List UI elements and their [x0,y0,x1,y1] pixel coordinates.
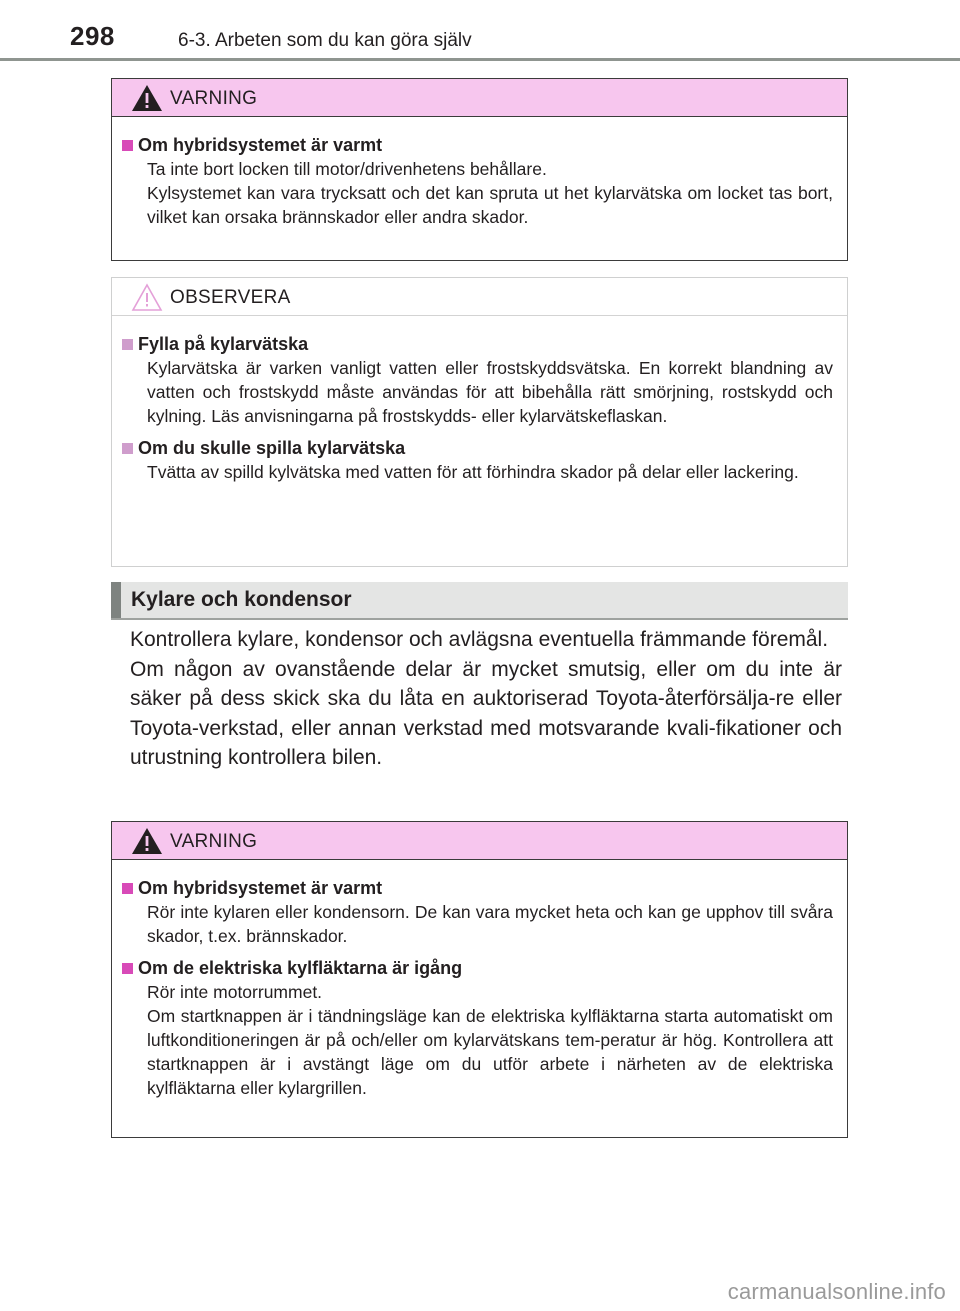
warning-label: VARNING [170,88,258,109]
notice-item-text: Tvätta av spilld kylvätska med vatten för att förhindra skador på delar eller lackering. [147,462,799,482]
warning-item-heading [122,876,833,900]
section-heading-bar [111,582,848,618]
notice-item [122,436,833,484]
square-bullet-icon [122,443,133,454]
warning-item-text: Ta inte bort locken till motor/drivenhetens behållare. [147,159,547,179]
header-divider [0,58,960,61]
warning-label: VARNING [170,831,258,852]
notice-item-title: Fylla på kylarvätska [138,334,309,354]
warning-item-heading [122,956,833,980]
square-bullet-icon [122,140,133,151]
watermark: carmanualsonline.info [727,1279,946,1304]
notice-box-header [112,278,847,316]
warning-item [122,876,833,948]
warning-triangle-icon [131,83,163,113]
warning-box-header [112,79,847,117]
body-text [130,625,842,773]
body-paragraph: Kontrollera kylare, kondensor och avlägsna eventuella främmande föremål. [130,628,829,651]
warning-box-bottom [111,821,848,1138]
notice-label: OBSERVERA [170,287,291,308]
warning-item-title: Om de elektriska kylfläktarna är igång [138,958,463,978]
body-paragraph: Om någon av ovanstående delar är mycket smutsig, eller om du inte är säker på dess skick ska du låta en auktoriserad Toyota-återförsälja-re eller Toyota-verkstad, eller annan verkstad med motsvarande kvali-fikationer och utrustning kontrollera bilen. [130,657,842,769]
section-heading-rule [111,618,848,620]
warning-item-heading [122,133,833,157]
warning-box-header [112,822,847,860]
notice-item-title: Om du skulle spilla kylarvätska [138,438,406,458]
warning-box-body [112,860,847,1100]
warning-triangle-icon [131,826,163,856]
warning-box-body [112,117,847,229]
caution-triangle-icon [131,282,163,312]
warning-item-text: Rör inte motorrummet. [147,982,323,1002]
chapter-title: 6-3. Arbeten som du kan göra själv [178,30,472,51]
notice-box-body [112,316,847,484]
notice-item-heading [122,436,833,460]
notice-box [111,277,848,567]
notice-item-text: Kylarvätska är varken vanligt vatten eller frostskyddsvätska. En korrekt blandning av vatten och frostskydd måste användas för att bibehålla rätt smörjning, rostskydd och kylning. Läs anvisningarna på frostskydds- eller kylarvätskeflaskan. [147,358,833,426]
square-bullet-icon [122,963,133,974]
warning-item-text: Rör inte kylaren eller kondensorn. De kan vara mycket heta och kan ge upphov till svåra skador, t.ex. brännskador. [147,902,833,946]
square-bullet-icon [122,883,133,894]
page-number: 298 [70,21,115,51]
warning-item-title: Om hybridsystemet är varmt [138,878,383,898]
warning-box-top [111,78,848,261]
warning-item-title: Om hybridsystemet är varmt [138,135,383,155]
section-heading-accent [111,582,121,618]
notice-item [122,332,833,428]
warning-item-text: Kylsystemet kan vara trycksatt och det kan spruta ut het kylarvätska om locket tas bort, vilket kan orsaka brännskador eller andra skador. [147,183,833,227]
warning-item-text: Om startknappen är i tändningsläge kan de elektriska kylfläktarna starta automatiskt om luftkonditioneringen är på och/eller om kylarvätskans tem-peratur är hög. Kontrollera att startknappen är i avstängt läge om du utför arbete i närheten av de elektriska kylfläktarna eller kylargrillen. [147,1006,833,1098]
warning-item [122,133,833,229]
section-heading: Kylare och kondensor [131,588,352,611]
warning-item [122,956,833,1100]
square-bullet-icon [122,339,133,350]
notice-item-heading [122,332,833,356]
page-header [0,0,960,60]
